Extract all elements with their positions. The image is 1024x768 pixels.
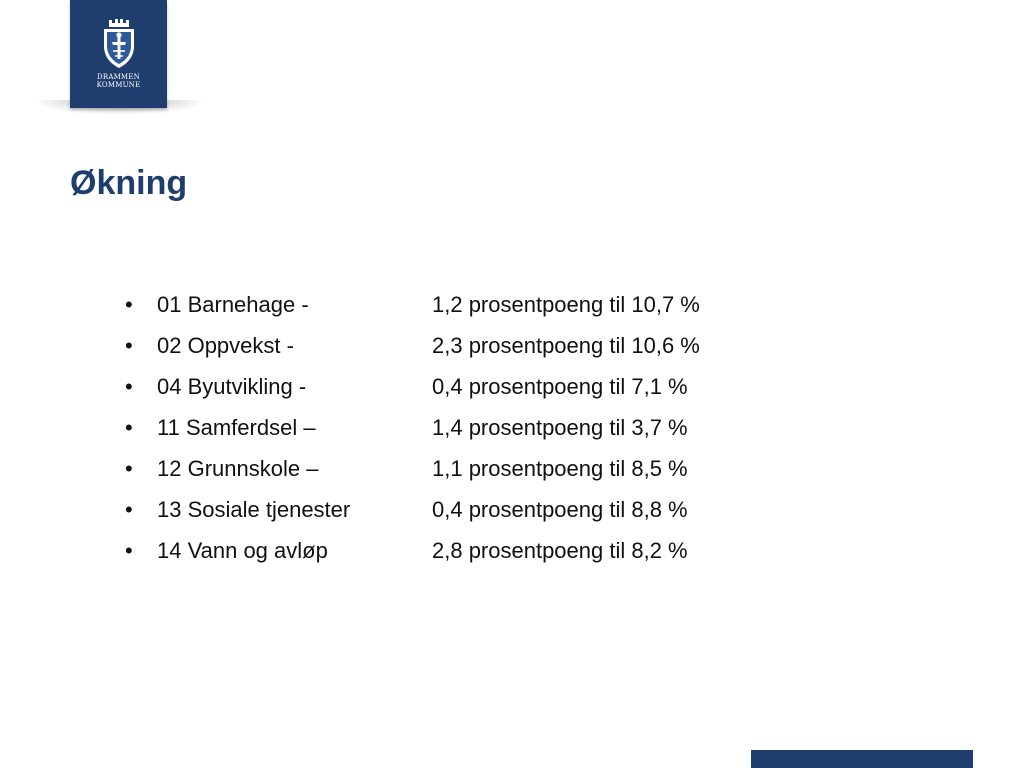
bullet-icon: •: [125, 374, 133, 399]
coat-of-arms-icon: [101, 18, 137, 70]
item-change: 1,1 prosentpoeng til 8,5 %: [432, 456, 688, 481]
item-name: 13 Sosiale tjenester: [157, 497, 351, 522]
item-change: 2,8 prosentpoeng til 8,2 %: [432, 538, 688, 563]
item-name: 12 Grunnskole –: [157, 456, 319, 481]
footer-bar: [751, 750, 973, 768]
item-name: 04 Byutvikling -: [157, 374, 307, 399]
item-name: 01 Barnehage -: [157, 292, 309, 317]
item-change: 0,4 prosentpoeng til 8,8 %: [432, 497, 688, 522]
bullet-icon: •: [125, 538, 133, 563]
drammen-kommune-logo: [70, 0, 167, 108]
bullet-icon: •: [125, 415, 133, 440]
logo-text-drammen: DRAMMEN: [97, 73, 140, 81]
slide-title: Økning: [70, 164, 188, 202]
item-name: 02 Oppvekst -: [157, 333, 294, 358]
bullet-icon: •: [125, 497, 133, 522]
bullet-icon: •: [125, 456, 133, 481]
item-change: 1,4 prosentpoeng til 3,7 %: [432, 415, 688, 440]
item-name: 14 Vann og avløp: [157, 538, 328, 563]
bullet-icon: •: [125, 292, 133, 317]
item-change: 1,2 prosentpoeng til 10,7 %: [432, 292, 700, 317]
logo-text-kommune: KOMMUNE: [96, 81, 141, 89]
item-change: 2,3 prosentpoeng til 10,6 %: [432, 333, 700, 358]
item-name: 11 Samferdsel –: [157, 415, 316, 440]
bullet-icon: •: [125, 333, 133, 358]
item-change: 0,4 prosentpoeng til 7,1 %: [432, 374, 688, 399]
